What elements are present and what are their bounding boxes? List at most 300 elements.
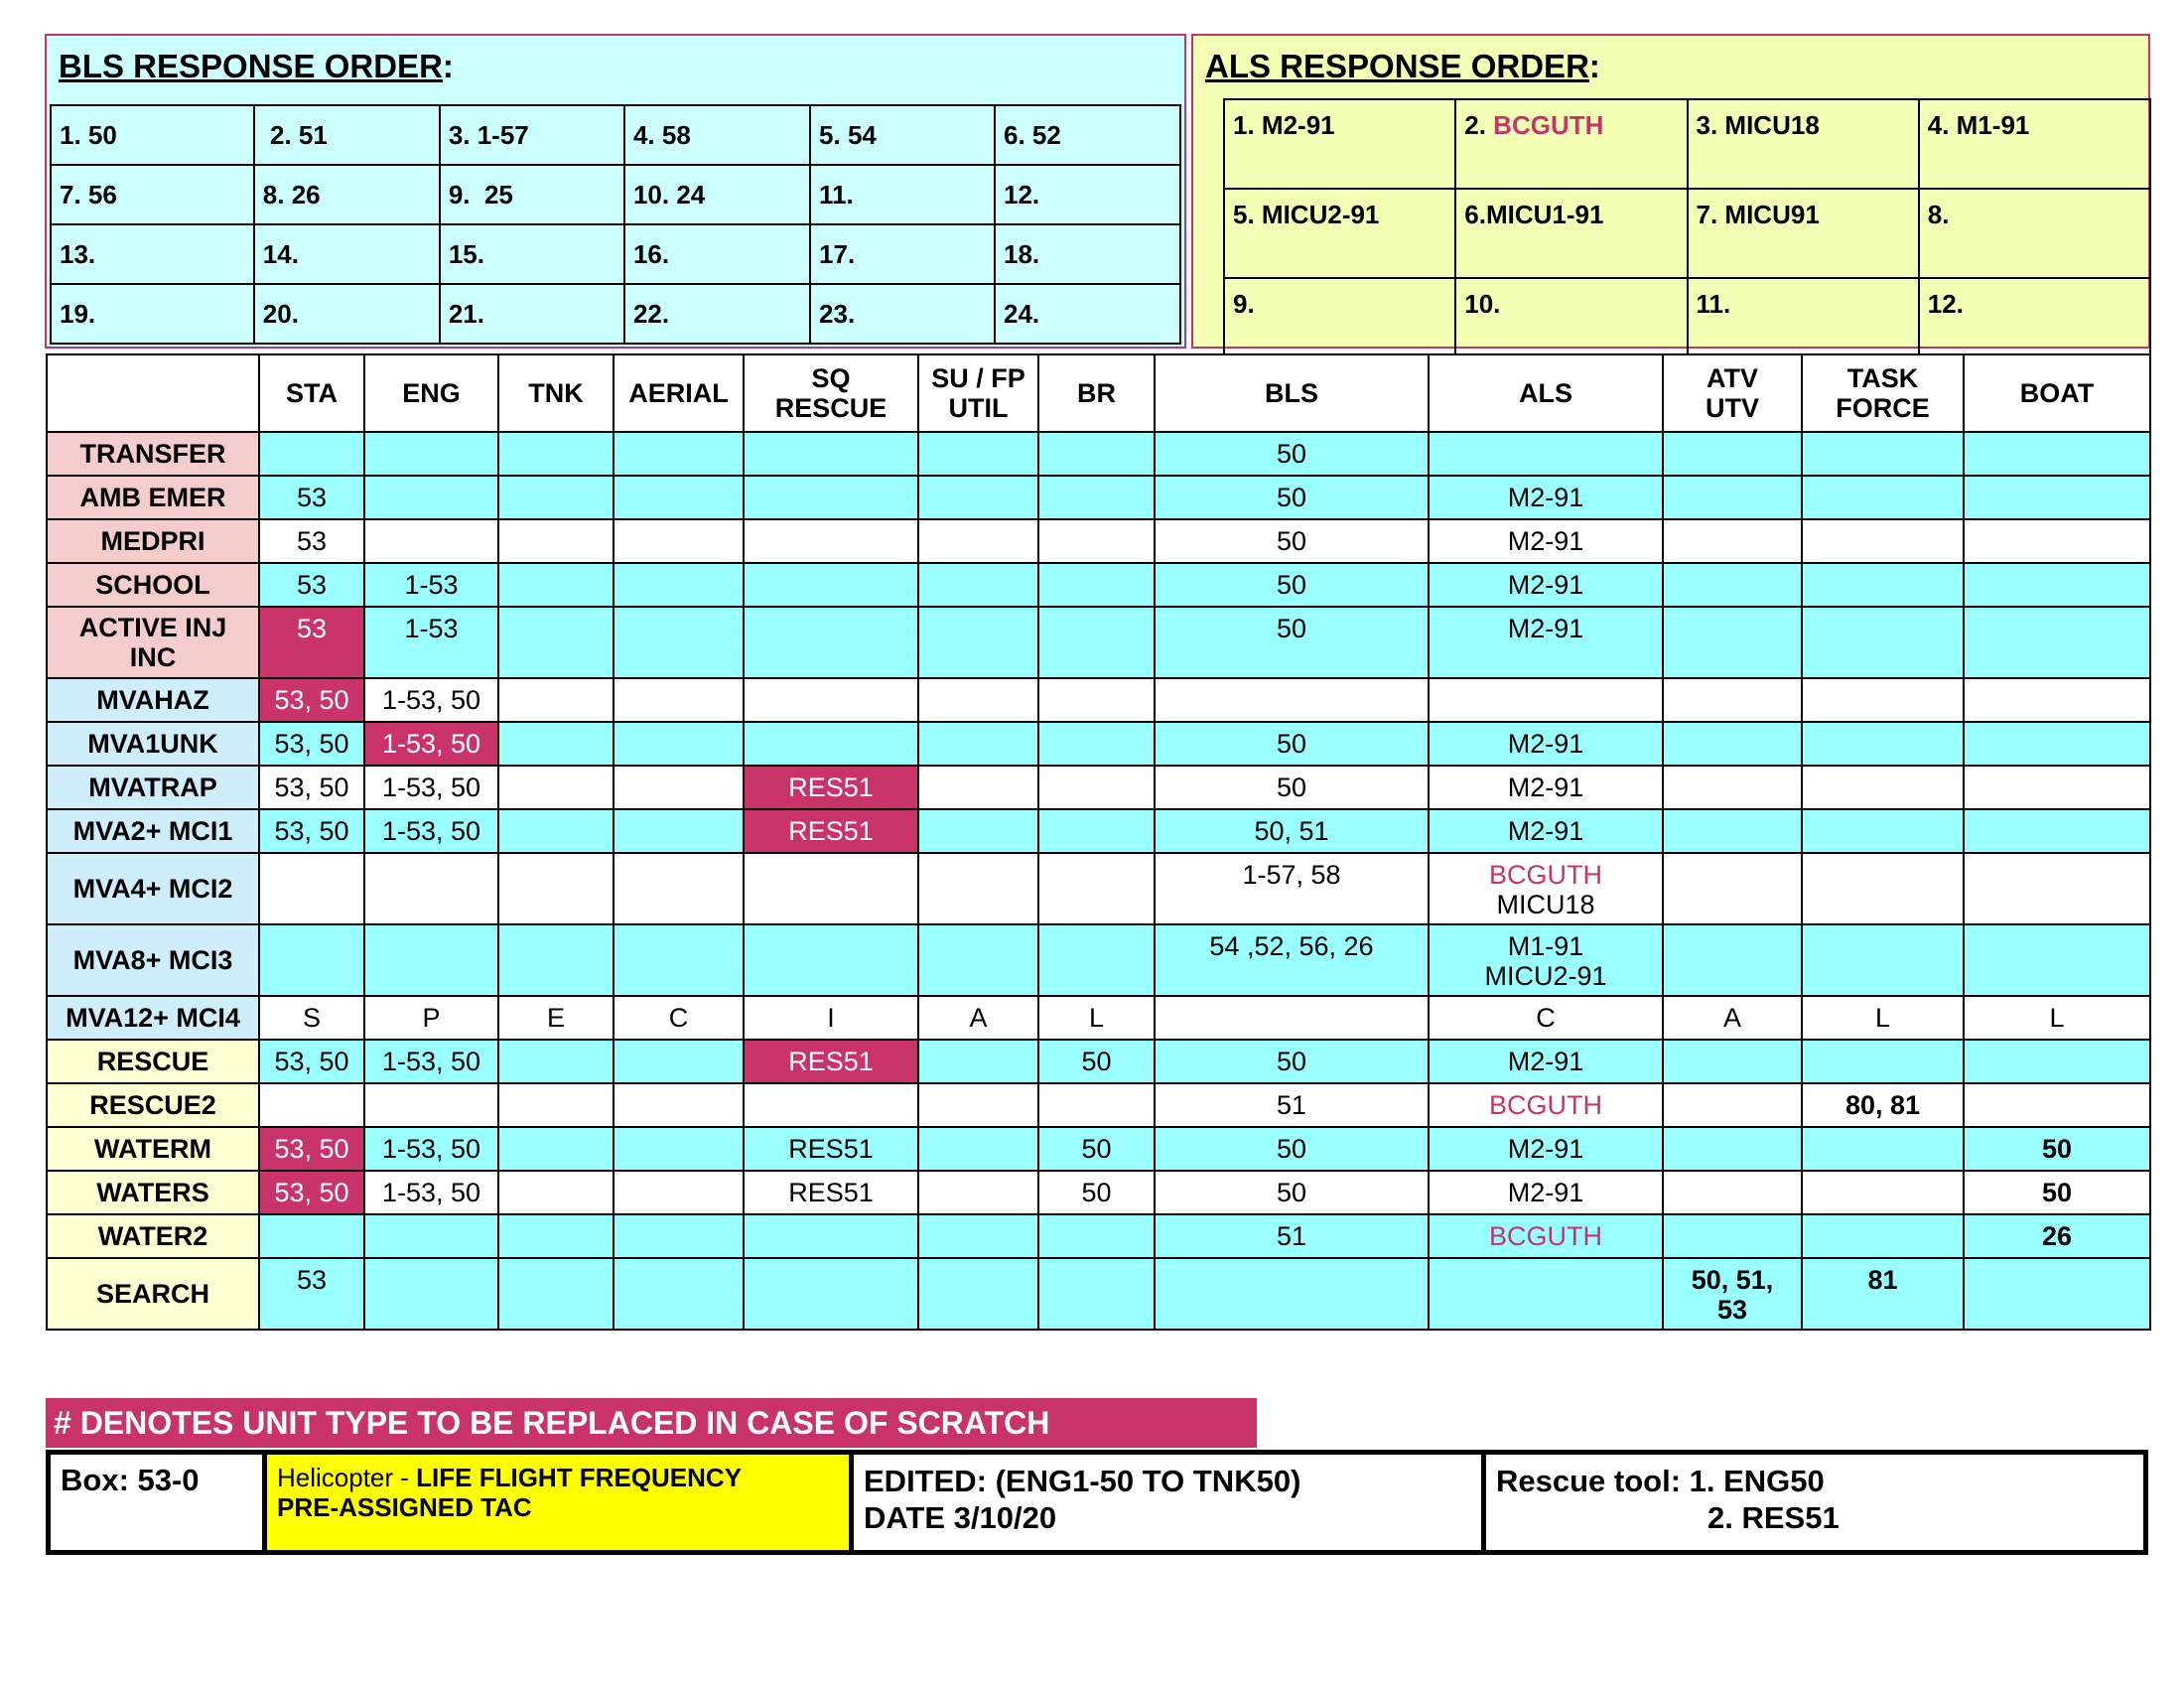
grid-cell: E (498, 996, 614, 1040)
grid-header-cell: STA (259, 354, 364, 432)
grid-row (47, 722, 2150, 766)
grid-cell: 54 ,52, 56, 26 (1155, 924, 1429, 996)
helicopter-info: Helicopter - LIFE FLIGHT FREQUENCY PRE-ASSIGNED TAC (267, 1455, 854, 1550)
grid-cell (918, 1258, 1038, 1330)
grid-cell (614, 607, 744, 678)
grid-cell (744, 519, 918, 563)
grid-cell (918, 519, 1038, 563)
incident-type-label: WATER2 (47, 1214, 259, 1258)
bls-order-cell: 18. (995, 224, 1180, 284)
grid-cell (1663, 678, 1802, 722)
grid-row (47, 996, 2150, 1040)
grid-cell (614, 1083, 744, 1127)
grid-cell (1038, 1214, 1155, 1258)
rescue-tool-line1: Rescue tool: 1. ENG50 (1496, 1464, 1825, 1498)
bls-order-row (51, 224, 1180, 284)
grid-cell (918, 1040, 1038, 1083)
grid-cell (259, 432, 364, 476)
grid-cell (918, 1127, 1038, 1171)
bls-order-cell: 15. (440, 224, 624, 284)
grid-cell: 50 (1038, 1127, 1155, 1171)
grid-row (47, 1171, 2150, 1214)
grid-cell: 50 (1155, 722, 1429, 766)
incident-type-label: WATERS (47, 1171, 259, 1214)
grid-cell (498, 722, 614, 766)
als-order-cell (1455, 189, 1687, 278)
grid-cell: 1-53, 50 (364, 1127, 498, 1171)
grid-cell (1663, 1171, 1802, 1214)
grid-cell: 50 (1964, 1171, 2150, 1214)
grid-cell: A (1663, 996, 1802, 1040)
grid-cell (259, 924, 364, 996)
incident-type-label: MVA12+ MCI4 (47, 996, 259, 1040)
grid-cell (1663, 607, 1802, 678)
grid-cell: 53, 50 (259, 1127, 364, 1171)
grid-cell: 53, 50 (259, 1040, 364, 1083)
incident-type-label: ACTIVE INJ INC (47, 607, 259, 678)
grid-cell (1964, 722, 2150, 766)
grid-cell (364, 924, 498, 996)
als-order-cell (1455, 99, 1687, 189)
grid-cell: 53 (259, 563, 364, 607)
grid-cell (1038, 853, 1155, 924)
grid-cell (918, 563, 1038, 607)
grid-cell (744, 1214, 918, 1258)
als-order-row (1224, 189, 2150, 278)
grid-cell (1038, 476, 1155, 519)
grid-cell (1663, 1083, 1802, 1127)
grid-header-cell: BR (1038, 354, 1155, 432)
bls-order-cell: 1. 50 (51, 105, 254, 165)
als-order-title: ALS RESPONSE ORDER: (1205, 48, 1600, 84)
grid-cell (498, 1214, 614, 1258)
grid-cell: RES51 (744, 1171, 918, 1214)
bls-order-cell: 14. (254, 224, 440, 284)
incident-type-label: RESCUE (47, 1040, 259, 1083)
grid-cell: 50, 51 (1155, 809, 1429, 853)
grid-cell (614, 476, 744, 519)
grid-header-cell: SU / FP UTIL (918, 354, 1038, 432)
grid-cell (1802, 1214, 1964, 1258)
bls-order-cell: 4. 58 (624, 105, 810, 165)
grid-cell: 1-53, 50 (364, 1171, 498, 1214)
grid-cell (614, 519, 744, 563)
bls-order-cell: 22. (624, 284, 810, 344)
bls-order-row (51, 105, 1180, 165)
grid-cell (1964, 519, 2150, 563)
als-order-number: 4. (1927, 110, 1957, 140)
incident-type-label: AMB EMER (47, 476, 259, 519)
edit-date: DATE 3/10/20 (864, 1500, 1057, 1535)
grid-row (47, 476, 2150, 519)
als-order-number: 5. (1233, 200, 1262, 229)
grid-cell (744, 1258, 918, 1330)
grid-cell (1429, 853, 1663, 924)
als-order-unit: MICU91 (1724, 200, 1820, 229)
bls-order-cell: 7. 56 (51, 165, 254, 224)
grid-row (47, 853, 2150, 924)
grid-cell: 26 (1964, 1214, 2150, 1258)
bls-order-cell: 16. (624, 224, 810, 284)
bls-order-cell: 23. (810, 284, 995, 344)
als-order-number: 6. (1464, 200, 1486, 229)
grid-cell (1964, 678, 2150, 722)
grid-cell: M2-91 (1429, 607, 1663, 678)
rescue-tool-line2: 2. RES51 (1707, 1500, 1840, 1535)
grid-cell (918, 476, 1038, 519)
grid-cell (918, 1171, 1038, 1214)
grid-cell (744, 1083, 918, 1127)
grid-cell (1802, 432, 1964, 476)
grid-cell: M2-91 (1429, 809, 1663, 853)
grid-cell: L (1038, 996, 1155, 1040)
grid-cell (259, 853, 364, 924)
grid-cell: M2-91 (1429, 1171, 1663, 1214)
grid-cell: 50 (1155, 476, 1429, 519)
grid-row (47, 766, 2150, 809)
grid-cell: 53 (259, 476, 364, 519)
als-unit-line: BCGUTH (1489, 860, 1602, 890)
grid-cell (498, 1171, 614, 1214)
grid-cell (498, 853, 614, 924)
bls-order-cell: 9. 25 (440, 165, 624, 224)
grid-cell: 50 (1155, 607, 1429, 678)
grid-row (47, 1127, 2150, 1171)
grid-cell (918, 722, 1038, 766)
bls-order-table (50, 104, 1181, 345)
grid-cell (1802, 563, 1964, 607)
grid-cell (1964, 476, 2150, 519)
grid-cell (1038, 766, 1155, 809)
grid-cell (1663, 476, 1802, 519)
grid-cell: M2-91 (1429, 476, 1663, 519)
grid-cell (498, 1258, 614, 1330)
bls-order-cell: 6. 52 (995, 105, 1180, 165)
grid-cell (364, 853, 498, 924)
grid-cell (614, 766, 744, 809)
grid-row (47, 607, 2150, 678)
footer-strip (46, 1450, 2148, 1555)
grid-cell (498, 1083, 614, 1127)
grid-cell: I (744, 996, 918, 1040)
grid-header-cell: ALS (1429, 354, 1663, 432)
incident-type-label: MVAHAZ (47, 678, 259, 722)
grid-cell (1964, 1258, 2150, 1330)
grid-cell: C (614, 996, 744, 1040)
scratch-note: # DENOTES UNIT TYPE TO BE REPLACED IN CASE OF SCRATCH (46, 1398, 1257, 1448)
grid-cell (1429, 432, 1663, 476)
grid-cell: 1-57, 58 (1155, 853, 1429, 924)
grid-cell: 50 (1038, 1040, 1155, 1083)
grid-cell (1155, 1258, 1429, 1330)
grid-cell (744, 432, 918, 476)
incident-type-label: MVA1UNK (47, 722, 259, 766)
bls-order-row (51, 284, 1180, 344)
als-order-number: 3. (1696, 110, 1725, 140)
als-unit-line: MICU2-91 (1484, 961, 1607, 991)
grid-cell (1663, 924, 1802, 996)
grid-cell (1038, 563, 1155, 607)
grid-cell (498, 476, 614, 519)
bls-order-cell: 17. (810, 224, 995, 284)
grid-cell (744, 476, 918, 519)
grid-cell (918, 1214, 1038, 1258)
bls-order-cell: 24. (995, 284, 1180, 344)
grid-cell: 53 (259, 607, 364, 678)
grid-cell (744, 722, 918, 766)
grid-cell: 53, 50 (259, 678, 364, 722)
grid-cell (498, 1040, 614, 1083)
grid-cell: 50, 51, 53 (1663, 1258, 1802, 1330)
grid-cell (1964, 766, 2150, 809)
grid-cell: 50 (1155, 1127, 1429, 1171)
als-order-unit: MICU18 (1724, 110, 1820, 140)
response-grid (46, 353, 2151, 1331)
grid-cell: 1-53, 50 (364, 809, 498, 853)
grid-cell (1429, 924, 1663, 996)
grid-cell: 53, 50 (259, 809, 364, 853)
als-order-number: 2. (1464, 110, 1494, 140)
grid-cell (1802, 1040, 1964, 1083)
grid-cell (918, 432, 1038, 476)
bls-order-cell: 11. (810, 165, 995, 224)
grid-cell: 1-53 (364, 563, 498, 607)
grid-cell (364, 1083, 498, 1127)
grid-header-cell (47, 354, 259, 432)
grid-cell: 50 (1155, 1040, 1429, 1083)
grid-cell: 50 (1155, 519, 1429, 563)
grid-cell (1429, 678, 1663, 722)
grid-row (47, 519, 2150, 563)
grid-cell (498, 519, 614, 563)
grid-cell: M2-91 (1429, 563, 1663, 607)
grid-cell: 53, 50 (259, 722, 364, 766)
grid-cell (614, 563, 744, 607)
grid-header-cell: AERIAL (614, 354, 744, 432)
incident-type-label: MVA8+ MCI3 (47, 924, 259, 996)
incident-type-label: SEARCH (47, 1258, 259, 1330)
grid-cell (498, 1127, 614, 1171)
bls-order-title: BLS RESPONSE ORDER: (59, 48, 454, 84)
grid-cell (614, 722, 744, 766)
grid-cell: M2-91 (1429, 722, 1663, 766)
incident-type-label: RESCUE2 (47, 1083, 259, 1127)
incident-type-label: TRANSFER (47, 432, 259, 476)
als-order-number: 1. (1233, 110, 1262, 140)
grid-cell (1663, 1214, 1802, 1258)
grid-cell: 53, 50 (259, 766, 364, 809)
grid-cell: 50 (1038, 1171, 1155, 1214)
grid-cell: 50 (1155, 432, 1429, 476)
grid-cell (498, 607, 614, 678)
grid-cell (1802, 809, 1964, 853)
grid-cell (1155, 996, 1429, 1040)
als-order-number: 8. (1927, 200, 1950, 229)
grid-cell (614, 1214, 744, 1258)
grid-cell: 53 (259, 1258, 364, 1330)
bls-order-row (51, 165, 1180, 224)
grid-cell: 1-53, 50 (364, 722, 498, 766)
grid-cell (614, 924, 744, 996)
grid-row (47, 1083, 2150, 1127)
grid-cell: S (259, 996, 364, 1040)
grid-cell (498, 678, 614, 722)
als-unit-line: M1-91 (1507, 931, 1584, 961)
grid-row (47, 678, 2150, 722)
als-response-order-panel (1191, 34, 2150, 349)
als-order-unit: MICU2-91 (1261, 200, 1380, 229)
incident-type-label: WATERM (47, 1127, 259, 1171)
grid-cell (1964, 924, 2150, 996)
grid-cell (1802, 853, 1964, 924)
grid-cell (614, 1171, 744, 1214)
grid-cell (364, 432, 498, 476)
grid-cell: 53, 50 (259, 1171, 364, 1214)
grid-cell (259, 1214, 364, 1258)
grid-header-cell: ENG (364, 354, 498, 432)
grid-cell (614, 1040, 744, 1083)
grid-row (47, 1040, 2150, 1083)
grid-cell (1663, 809, 1802, 853)
bls-order-cell: 21. (440, 284, 624, 344)
grid-cell (918, 809, 1038, 853)
bls-order-cell: 20. (254, 284, 440, 344)
grid-cell: 51 (1155, 1214, 1429, 1258)
als-order-table (1223, 98, 2151, 368)
grid-cell (1663, 519, 1802, 563)
grid-cell (1429, 1258, 1663, 1330)
grid-cell (1038, 678, 1155, 722)
als-order-cell (1688, 99, 1919, 189)
grid-cell: P (364, 996, 498, 1040)
grid-cell (1663, 853, 1802, 924)
als-unit-line: MICU18 (1496, 890, 1595, 919)
grid-cell: 50 (1155, 563, 1429, 607)
grid-cell (498, 924, 614, 996)
als-order-number: 9. (1233, 289, 1255, 319)
bls-order-cell: 19. (51, 284, 254, 344)
grid-cell (1663, 722, 1802, 766)
grid-header-cell: SQ RESCUE (744, 354, 918, 432)
grid-cell (744, 563, 918, 607)
edited-text: EDITED: (ENG1-50 TO TNK50) (864, 1464, 1301, 1498)
box-number: Box: 53-0 (51, 1455, 267, 1550)
bls-order-cell: 3. 1-57 (440, 105, 624, 165)
grid-cell: M2-91 (1429, 519, 1663, 563)
als-order-unit: BCGUTH (1493, 110, 1604, 140)
grid-cell: 1-53 (364, 607, 498, 678)
grid-cell: 50 (1155, 1171, 1429, 1214)
grid-cell (1964, 809, 2150, 853)
grid-cell (1038, 1258, 1155, 1330)
grid-cell: 80, 81 (1802, 1083, 1964, 1127)
grid-cell: 1-53, 50 (364, 766, 498, 809)
grid-cell: M2-91 (1429, 766, 1663, 809)
als-order-cell (1224, 99, 1455, 189)
incident-type-label: MVA4+ MCI2 (47, 853, 259, 924)
grid-cell (614, 853, 744, 924)
als-order-row (1224, 99, 2150, 189)
grid-cell: 81 (1802, 1258, 1964, 1330)
grid-cell (1038, 607, 1155, 678)
grid-cell (1663, 1040, 1802, 1083)
grid-cell: C (1429, 996, 1663, 1040)
grid-row (47, 1258, 2150, 1330)
grid-cell (1663, 432, 1802, 476)
grid-cell (614, 1258, 744, 1330)
edit-info (854, 1455, 1486, 1550)
grid-cell (1038, 809, 1155, 853)
grid-cell (1964, 607, 2150, 678)
grid-cell (364, 1214, 498, 1258)
grid-cell: BCGUTH (1429, 1214, 1663, 1258)
als-order-unit: M1-91 (1956, 110, 2030, 140)
grid-cell (614, 1127, 744, 1171)
als-order-unit: M2-91 (1261, 110, 1335, 140)
grid-cell (1802, 607, 1964, 678)
grid-row (47, 563, 2150, 607)
grid-cell (1964, 563, 2150, 607)
grid-cell (1663, 1127, 1802, 1171)
grid-cell (1802, 766, 1964, 809)
grid-cell (1802, 1127, 1964, 1171)
incident-type-label: SCHOOL (47, 563, 259, 607)
als-order-number: 7. (1696, 200, 1725, 229)
grid-cell (1802, 722, 1964, 766)
grid-cell (918, 853, 1038, 924)
als-order-cell (1224, 189, 1455, 278)
grid-cell (918, 1083, 1038, 1127)
grid-cell (614, 809, 744, 853)
grid-cell (364, 476, 498, 519)
grid-cell (498, 563, 614, 607)
grid-cell: L (1802, 996, 1964, 1040)
grid-cell: BCGUTH (1429, 1083, 1663, 1127)
grid-cell (259, 1083, 364, 1127)
grid-header-cell: BOAT (1964, 354, 2150, 432)
grid-cell (1038, 722, 1155, 766)
grid-cell (744, 853, 918, 924)
grid-cell (614, 432, 744, 476)
grid-cell: 1-53, 50 (364, 1040, 498, 1083)
grid-cell (614, 678, 744, 722)
incident-type-label: MVA2+ MCI1 (47, 809, 259, 853)
grid-cell: L (1964, 996, 2150, 1040)
grid-cell (498, 809, 614, 853)
incident-type-label: MVATRAP (47, 766, 259, 809)
grid-cell: RES51 (744, 1040, 918, 1083)
grid-cell: 50 (1155, 766, 1429, 809)
grid-cell: RES51 (744, 1127, 918, 1171)
grid-header-cell: TNK (498, 354, 614, 432)
grid-cell (1964, 1083, 2150, 1127)
grid-cell: A (918, 996, 1038, 1040)
als-order-number: 10. (1464, 289, 1501, 319)
grid-cell: RES51 (744, 766, 918, 809)
grid-cell: M2-91 (1429, 1040, 1663, 1083)
als-order-cell (1919, 99, 2150, 189)
grid-cell (1038, 432, 1155, 476)
grid-row (47, 1214, 2150, 1258)
grid-cell (744, 924, 918, 996)
grid-cell (1038, 924, 1155, 996)
als-order-cell (1919, 189, 2150, 278)
grid-cell (744, 607, 918, 678)
grid-cell: 1-53, 50 (364, 678, 498, 722)
grid-row (47, 809, 2150, 853)
grid-cell (1964, 853, 2150, 924)
grid-header-cell: ATV UTV (1663, 354, 1802, 432)
